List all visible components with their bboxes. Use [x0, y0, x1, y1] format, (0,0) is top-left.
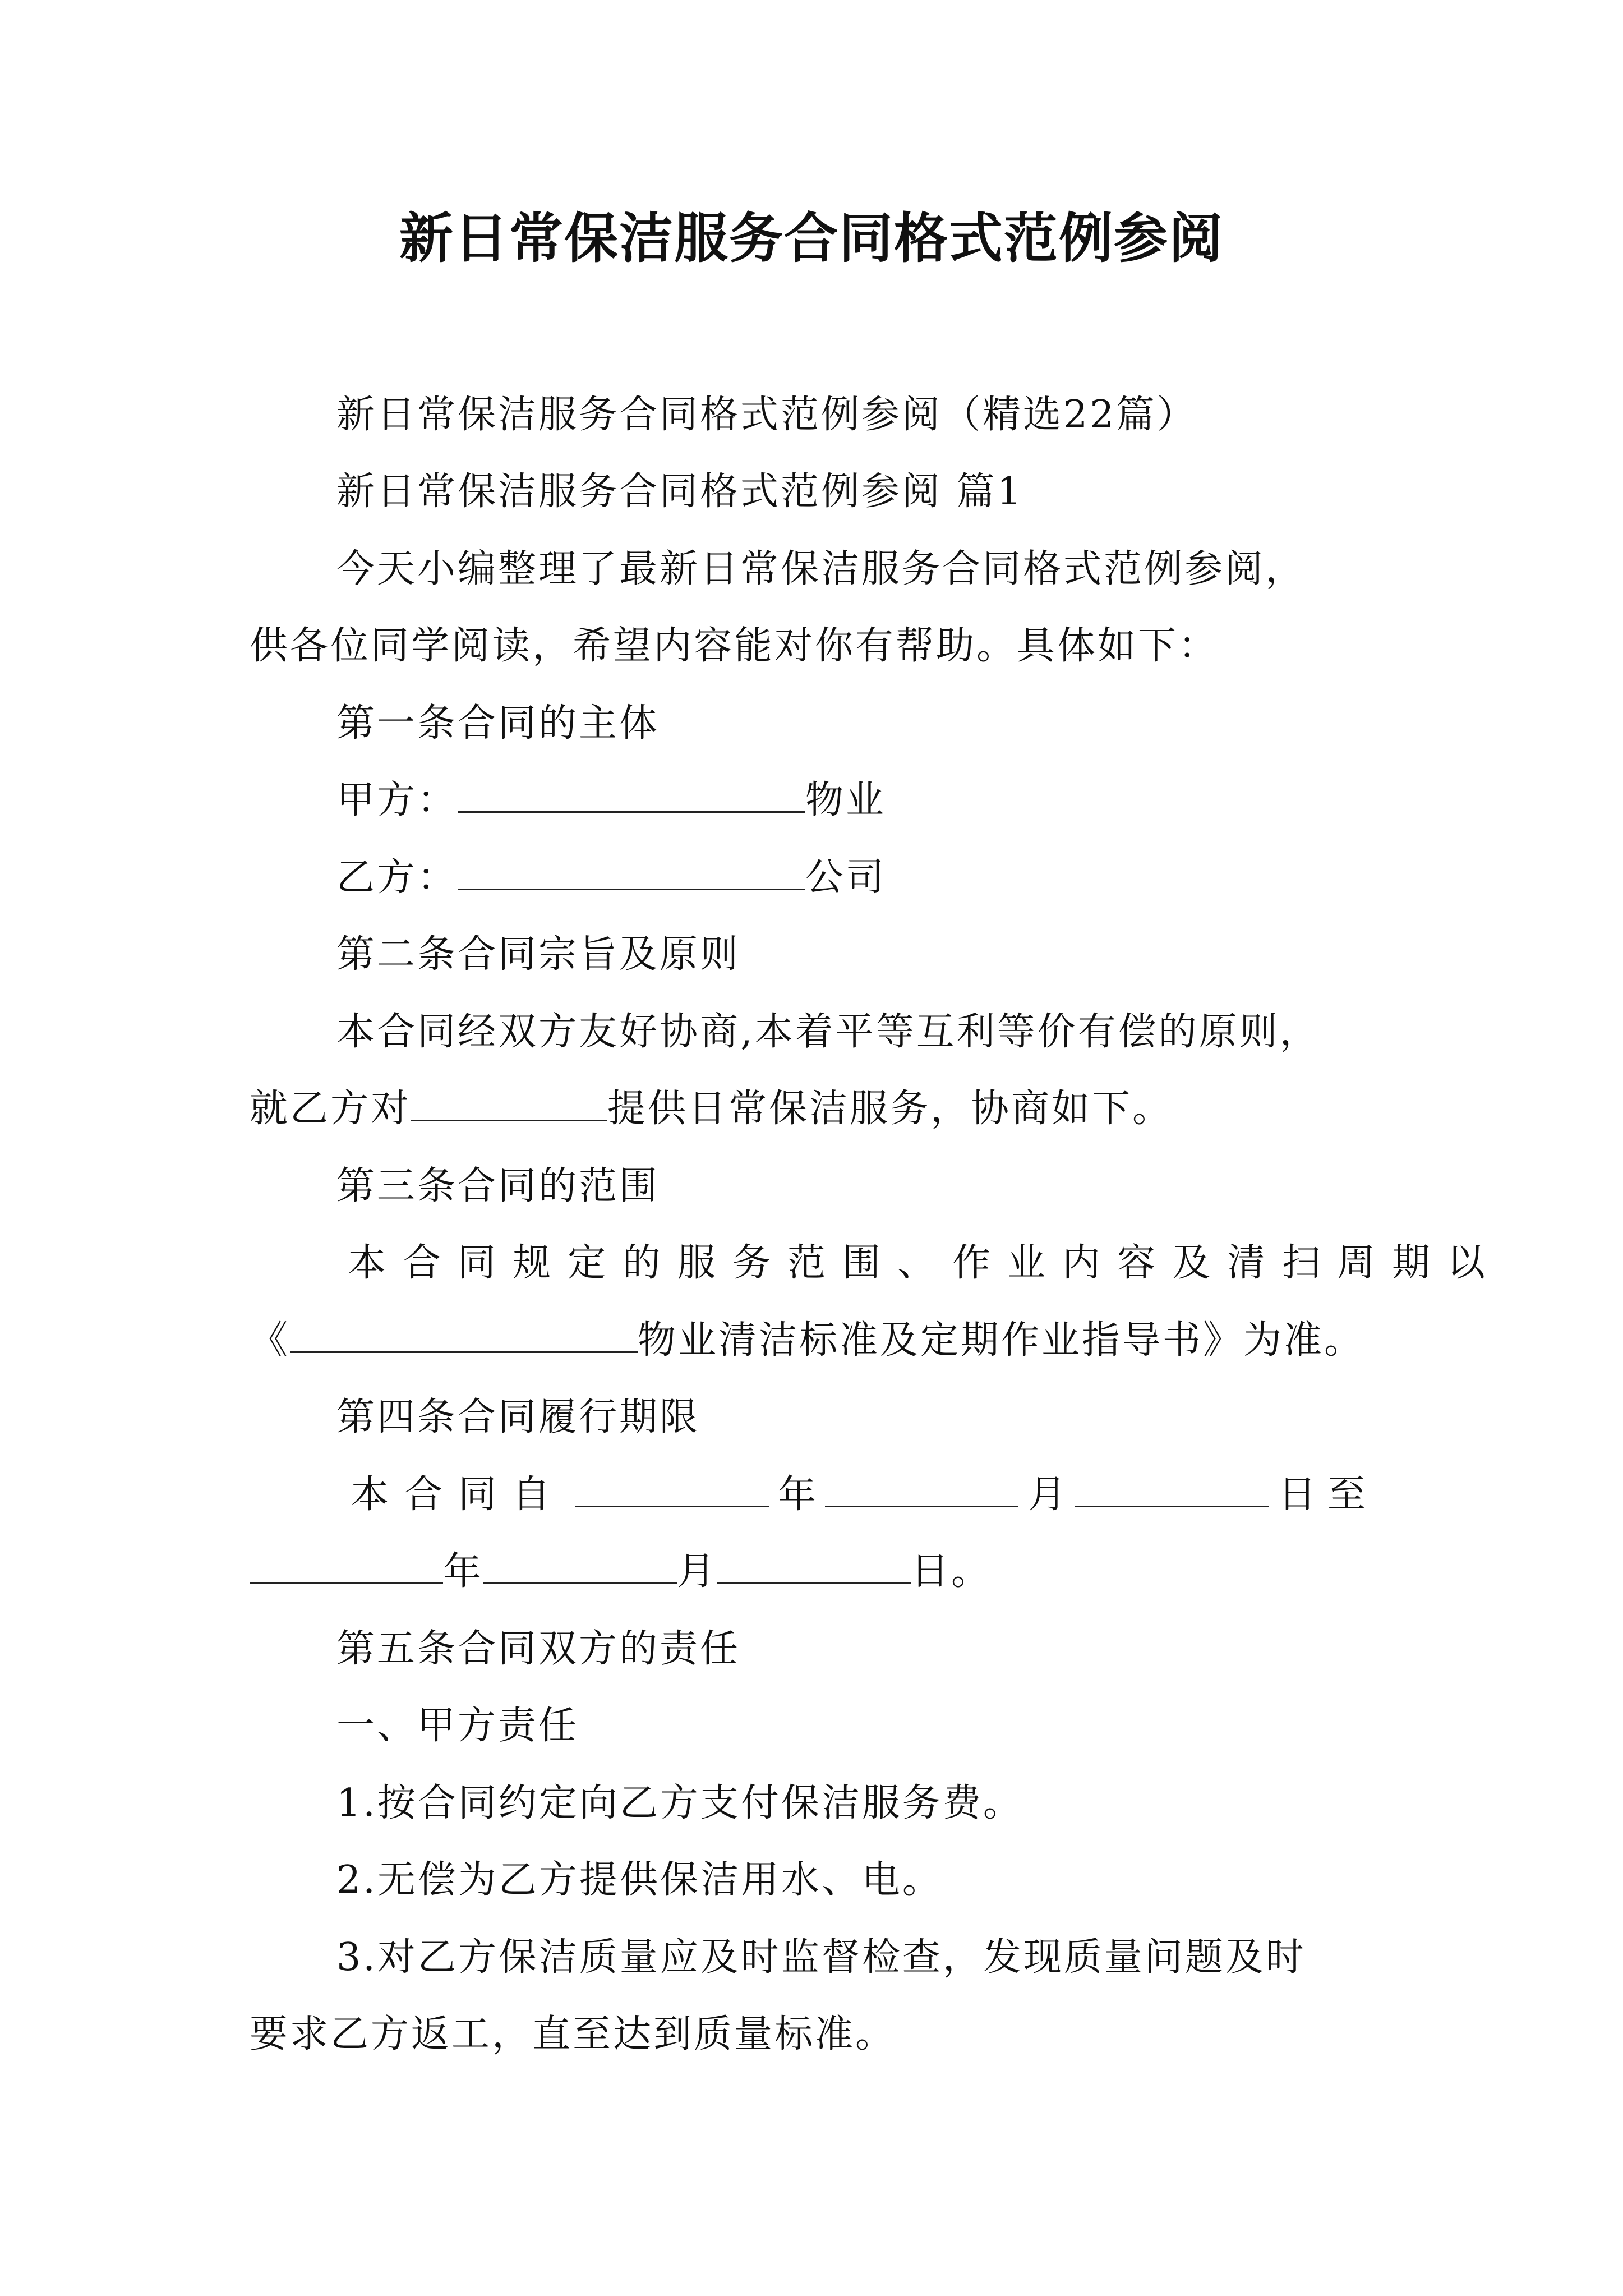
party-a-label: 甲方：	[336, 778, 458, 822]
start-year-label: 年	[777, 1473, 816, 1517]
end-year-label: 年	[443, 1549, 484, 1594]
party-a-duties-heading: 一、甲方责任	[336, 1704, 579, 1748]
article-2-line-1: 本合同经双方友好协商,本着平等互利等价有偿的原则，	[336, 1010, 1320, 1054]
party-b-suffix: 公司	[805, 855, 887, 900]
start-month-label: 月	[1027, 1473, 1066, 1517]
party-a-blank	[458, 777, 805, 813]
term-from-label: 本合同自	[351, 1473, 566, 1517]
article-3-open-quote: 《	[250, 1318, 291, 1363]
article-5-heading: 第五条合同双方的责任	[336, 1627, 741, 1671]
party-b-blank	[458, 855, 805, 890]
article-3-suffix: 物业清洁标准及定期作业指导书》为准。	[638, 1318, 1365, 1363]
subtitle: 新日常保洁服务合同格式范例参阅（精选22篇）	[336, 393, 1197, 437]
end-year-blank	[250, 1549, 443, 1584]
start-day-blank	[1075, 1472, 1269, 1507]
intro-paragraph-line-1: 今天小编整理了最新日常保洁服务合同格式范例参阅，	[336, 547, 1306, 591]
document-title: 新日常保洁服务合同格式范例参阅	[399, 207, 1224, 270]
article-2-prefix: 就乙方对	[250, 1087, 412, 1131]
article-4-date-line-2	[250, 1544, 992, 1600]
party-a-suffix: 物业	[805, 778, 887, 822]
duty-item-3-line-2: 要求乙方返工，直至达到质量标准。	[250, 2012, 896, 2056]
start-year-blank	[575, 1472, 769, 1507]
start-month-blank	[825, 1472, 1018, 1507]
duty-item-2: 2.无偿为乙方提供保洁用水、电。	[336, 1858, 943, 1902]
standard-name-blank	[290, 1318, 638, 1353]
start-day-to-label: 日至	[1278, 1473, 1377, 1517]
party-b-line	[336, 850, 886, 906]
article-3-heading: 第三条合同的范围	[336, 1164, 660, 1208]
party-a-line	[336, 772, 886, 829]
duty-item-3-line-1: 3.对乙方保洁质量应及时监督检查，发现质量问题及时	[336, 1935, 1306, 1980]
part-heading: 新日常保洁服务合同格式范例参阅 篇1	[336, 470, 1023, 514]
end-day-label: 日。	[911, 1549, 992, 1594]
duty-item-1: 1.按合同约定向乙方支付保洁服务费。	[336, 1781, 1023, 1825]
intro-paragraph-line-2: 供各位同学阅读，希望内容能对你有帮助。具体如下：	[250, 624, 1219, 668]
article-3-line-2	[250, 1313, 1364, 1369]
end-month-label: 月	[677, 1549, 718, 1594]
end-month-blank	[483, 1549, 677, 1584]
party-b-label: 乙方：	[336, 855, 458, 900]
article-2-line-2	[250, 1081, 1173, 1137]
article-3-line-1-text: 本合同规定的服务范围、作业内容及清扫周期以	[348, 1241, 1502, 1285]
service-target-blank	[411, 1086, 607, 1121]
article-1-heading: 第一条合同的主体	[336, 701, 660, 746]
article-4-heading: 第四条合同履行期限	[336, 1395, 700, 1439]
end-day-blank	[717, 1549, 911, 1584]
article-2-suffix: 提供日常保洁服务，协商如下。	[607, 1087, 1173, 1131]
article-3-line-1	[348, 1235, 1502, 1291]
article-2-heading: 第二条合同宗旨及原则	[336, 932, 741, 977]
article-4-date-line-1	[351, 1467, 1377, 1523]
